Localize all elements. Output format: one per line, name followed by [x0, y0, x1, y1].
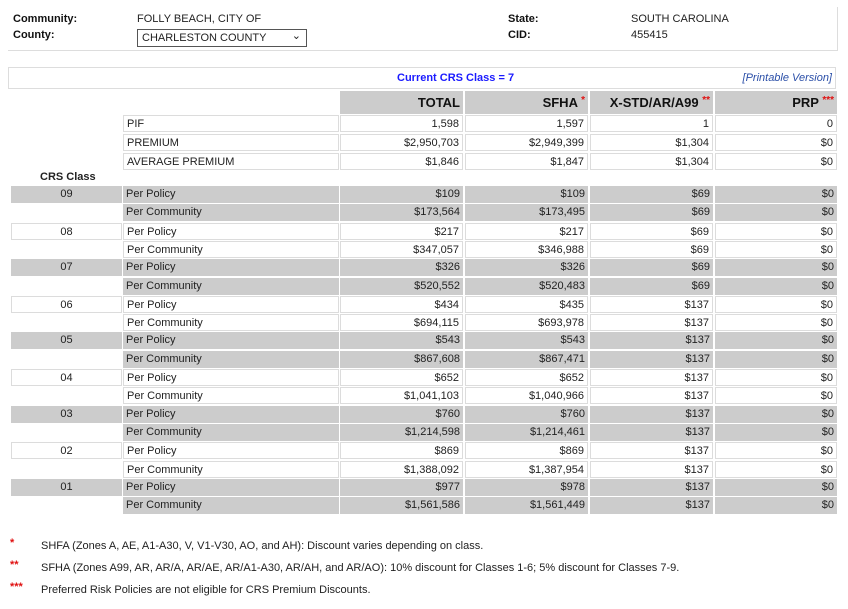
policy-xstd-cell: $137 — [590, 332, 713, 349]
county-select-value: CHARLESTON COUNTY — [142, 32, 267, 44]
community-sfha-cell: $1,040,966 — [465, 387, 588, 404]
row-label-policy: Per Policy — [123, 223, 339, 240]
policy-prp-cell: $0 — [715, 296, 837, 313]
col-header-xstd: X-STD/AR/A99 ** — [590, 91, 713, 114]
summary-prp-cell: 0 — [715, 115, 837, 132]
crs-class-number: 05 — [11, 332, 122, 349]
policy-total-cell: $217 — [340, 223, 463, 240]
policy-xstd-cell: $137 — [590, 442, 713, 459]
community-total-cell: $520,552 — [340, 278, 463, 295]
summary-row-label: AVERAGE PREMIUM — [123, 153, 339, 170]
policy-sfha-cell: $978 — [465, 479, 588, 496]
community-total-cell: $1,041,103 — [340, 387, 463, 404]
row-label-community: Per Community — [123, 204, 339, 221]
summary-total-cell: 1,598 — [340, 115, 463, 132]
community-xstd-cell: $137 — [590, 497, 713, 514]
community-xstd-cell: $137 — [590, 314, 713, 331]
policy-total-cell: $543 — [340, 332, 463, 349]
community-sfha-cell: $693,978 — [465, 314, 588, 331]
community-prp-cell: $0 — [715, 387, 837, 404]
county-label: County: — [13, 29, 55, 41]
policy-total-cell: $869 — [340, 442, 463, 459]
row-label-community: Per Community — [123, 461, 339, 478]
community-prp-cell: $0 — [715, 461, 837, 478]
county-select[interactable] — [137, 29, 307, 47]
col-header-total: TOTAL — [340, 91, 463, 114]
state-value: SOUTH CAROLINA — [631, 13, 729, 25]
community-total-cell: $173,564 — [340, 204, 463, 221]
crs-class-number: 01 — [11, 479, 122, 496]
policy-total-cell: $760 — [340, 406, 463, 423]
policy-prp-cell: $0 — [715, 442, 837, 459]
crs-class-bar — [8, 67, 836, 89]
row-label-policy: Per Policy — [123, 369, 339, 386]
summary-row-label: PIF — [123, 115, 339, 132]
footnote-marker: *** — [10, 581, 23, 593]
summary-sfha-cell: $2,949,399 — [465, 134, 588, 151]
community-prp-cell: $0 — [715, 241, 837, 258]
state-label: State: — [508, 13, 539, 25]
row-label-policy: Per Policy — [123, 332, 339, 349]
crs-class-number: 08 — [11, 223, 122, 240]
community-xstd-cell: $137 — [590, 351, 713, 368]
crs-class-number: 07 — [11, 259, 122, 276]
row-label-policy: Per Policy — [123, 479, 339, 496]
community-total-cell: $347,057 — [340, 241, 463, 258]
community-xstd-cell: $137 — [590, 461, 713, 478]
policy-prp-cell: $0 — [715, 223, 837, 240]
chevron-down-icon: ⌄ — [291, 30, 301, 42]
policy-xstd-cell: $69 — [590, 223, 713, 240]
policy-sfha-cell: $869 — [465, 442, 588, 459]
policy-prp-cell: $0 — [715, 186, 837, 203]
community-xstd-cell: $137 — [590, 424, 713, 441]
policy-sfha-cell: $326 — [465, 259, 588, 276]
community-xstd-cell: $69 — [590, 278, 713, 295]
cid-value: 455415 — [631, 29, 668, 41]
policy-prp-cell: $0 — [715, 332, 837, 349]
summary-xstd-cell: $1,304 — [590, 134, 713, 151]
col-header-prp: PRP *** — [715, 91, 837, 114]
summary-prp-cell: $0 — [715, 153, 837, 170]
summary-sfha-cell: 1,597 — [465, 115, 588, 132]
row-label-community: Per Community — [123, 314, 339, 331]
printable-version-link[interactable]: [Printable Version] — [742, 72, 832, 84]
policy-total-cell: $109 — [340, 186, 463, 203]
row-label-policy: Per Policy — [123, 406, 339, 423]
policy-xstd-cell: $69 — [590, 186, 713, 203]
cid-label: CID: — [508, 29, 531, 41]
community-prp-cell: $0 — [715, 204, 837, 221]
policy-prp-cell: $0 — [715, 479, 837, 496]
policy-sfha-cell: $760 — [465, 406, 588, 423]
row-label-community: Per Community — [123, 424, 339, 441]
community-prp-cell: $0 — [715, 278, 837, 295]
footnote-text: SHFA (Zones A, AE, A1-A30, V, V1-V30, AO, and AH): Discount varies depending on class. — [41, 540, 484, 552]
community-label: Community: — [13, 13, 78, 25]
community-xstd-cell: $137 — [590, 387, 713, 404]
summary-row-label: PREMIUM — [123, 134, 339, 151]
col-header-sfha: SFHA * — [465, 91, 588, 114]
community-sfha-cell: $1,561,449 — [465, 497, 588, 514]
policy-xstd-cell: $137 — [590, 369, 713, 386]
summary-sfha-cell: $1,847 — [465, 153, 588, 170]
policy-xstd-cell: $69 — [590, 259, 713, 276]
row-label-community: Per Community — [123, 278, 339, 295]
row-label-community: Per Community — [123, 497, 339, 514]
community-value: FOLLY BEACH, CITY OF — [137, 13, 262, 25]
crs-class-number: 06 — [11, 296, 122, 313]
policy-sfha-cell: $109 — [465, 186, 588, 203]
crs-class-heading: CRS Class — [40, 171, 96, 183]
policy-sfha-cell: $652 — [465, 369, 588, 386]
footnote-text: Preferred Risk Policies are not eligible for CRS Premium Discounts. — [41, 584, 371, 596]
policy-xstd-cell: $137 — [590, 406, 713, 423]
summary-prp-cell: $0 — [715, 134, 837, 151]
community-total-cell: $867,608 — [340, 351, 463, 368]
policy-sfha-cell: $543 — [465, 332, 588, 349]
community-total-cell: $694,115 — [340, 314, 463, 331]
community-total-cell: $1,388,092 — [340, 461, 463, 478]
policy-prp-cell: $0 — [715, 406, 837, 423]
policy-sfha-cell: $435 — [465, 296, 588, 313]
summary-total-cell: $1,846 — [340, 153, 463, 170]
crs-class-number: 02 — [11, 442, 122, 459]
crs-class-number: 04 — [11, 369, 122, 386]
crs-class-number: 09 — [11, 186, 122, 203]
community-info-panel — [8, 7, 838, 51]
row-label-policy: Per Policy — [123, 186, 339, 203]
community-prp-cell: $0 — [715, 314, 837, 331]
row-label-policy: Per Policy — [123, 442, 339, 459]
summary-total-cell: $2,950,703 — [340, 134, 463, 151]
community-sfha-cell: $1,387,954 — [465, 461, 588, 478]
community-prp-cell: $0 — [715, 351, 837, 368]
row-label-community: Per Community — [123, 387, 339, 404]
community-prp-cell: $0 — [715, 497, 837, 514]
community-sfha-cell: $1,214,461 — [465, 424, 588, 441]
community-xstd-cell: $69 — [590, 241, 713, 258]
policy-xstd-cell: $137 — [590, 479, 713, 496]
community-total-cell: $1,214,598 — [340, 424, 463, 441]
community-sfha-cell: $520,483 — [465, 278, 588, 295]
crs-class-number: 03 — [11, 406, 122, 423]
row-label-policy: Per Policy — [123, 296, 339, 313]
footnote-marker: ** — [10, 559, 19, 571]
footnote-text: SFHA (Zones A99, AR, AR/A, AR/AE, AR/A1-A30, AR/AH, and AR/AO): 10% discount for Classes 1-6; 5% discount for Classes 7-9. — [41, 562, 680, 574]
footnote-marker: * — [10, 537, 15, 549]
policy-total-cell: $977 — [340, 479, 463, 496]
community-prp-cell: $0 — [715, 424, 837, 441]
row-label-policy: Per Policy — [123, 259, 339, 276]
community-sfha-cell: $346,988 — [465, 241, 588, 258]
policy-sfha-cell: $217 — [465, 223, 588, 240]
summary-xstd-cell: $1,304 — [590, 153, 713, 170]
community-sfha-cell: $867,471 — [465, 351, 588, 368]
summary-xstd-cell: 1 — [590, 115, 713, 132]
policy-total-cell: $434 — [340, 296, 463, 313]
row-label-community: Per Community — [123, 241, 339, 258]
community-xstd-cell: $69 — [590, 204, 713, 221]
policy-total-cell: $326 — [340, 259, 463, 276]
current-crs-class: Current CRS Class = 7 — [397, 72, 515, 84]
policy-prp-cell: $0 — [715, 369, 837, 386]
policy-total-cell: $652 — [340, 369, 463, 386]
row-label-community: Per Community — [123, 351, 339, 368]
policy-prp-cell: $0 — [715, 259, 837, 276]
community-total-cell: $1,561,586 — [340, 497, 463, 514]
policy-xstd-cell: $137 — [590, 296, 713, 313]
community-sfha-cell: $173,495 — [465, 204, 588, 221]
